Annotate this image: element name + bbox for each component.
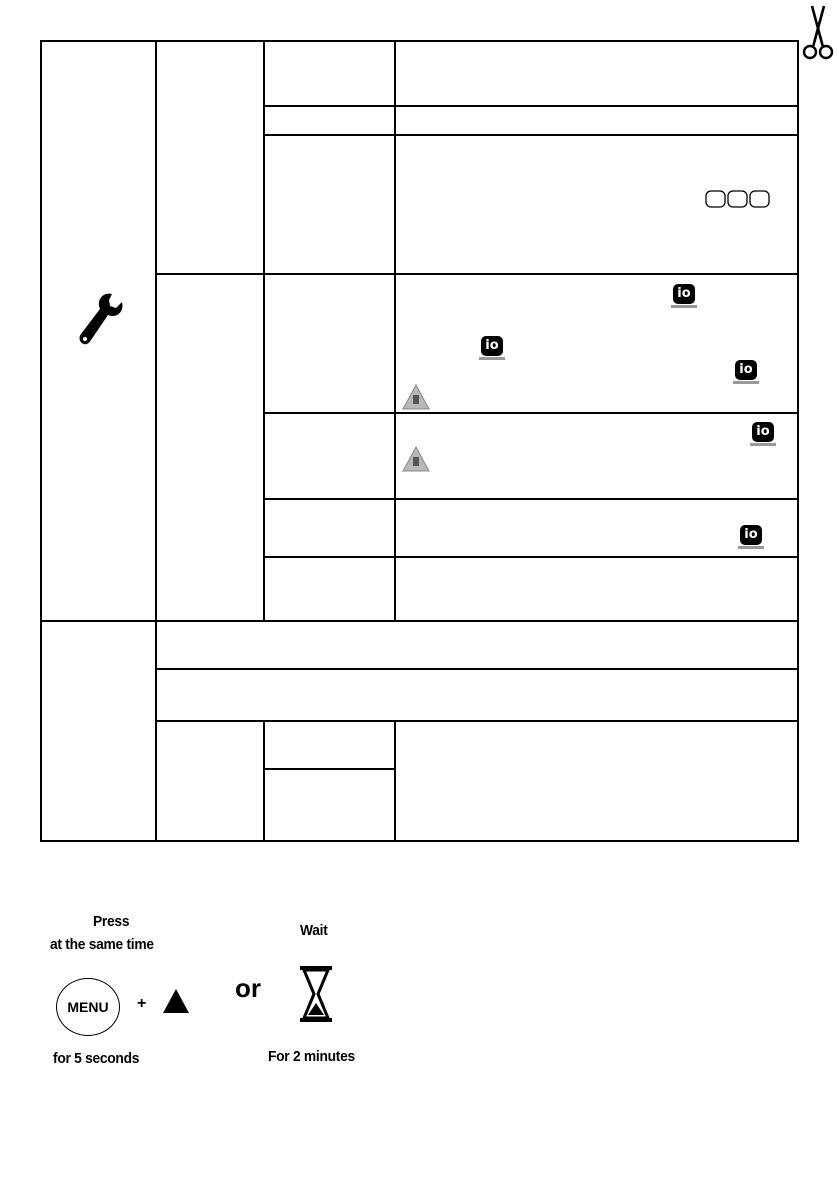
wait-label: Wait: [300, 922, 328, 939]
io-homecontrol-logo: io: [673, 284, 695, 310]
wrench-icon: [74, 290, 124, 348]
io-homecontrol-logo: io: [740, 525, 762, 551]
triangle-up-icon[interactable]: [162, 988, 190, 1014]
io-homecontrol-logo: io: [735, 360, 757, 386]
plus-sign: +: [137, 995, 147, 1012]
duration-press-label: for 5 seconds: [53, 1050, 140, 1067]
or-label: or: [235, 973, 261, 1003]
duration-wait-label: For 2 minutes: [268, 1048, 355, 1065]
io-homecontrol-logo: io: [481, 336, 503, 362]
press-label: Press: [93, 913, 130, 930]
hourglass-icon: [299, 965, 333, 1023]
same-time-label: at the same time: [50, 936, 154, 953]
three-buttons-icon: [705, 190, 771, 208]
menu-button[interactable]: MENU: [56, 978, 120, 1036]
io-homecontrol-logo: io: [752, 422, 774, 448]
warning-hand-icon: [402, 384, 430, 410]
warning-hand-icon: [402, 446, 430, 472]
